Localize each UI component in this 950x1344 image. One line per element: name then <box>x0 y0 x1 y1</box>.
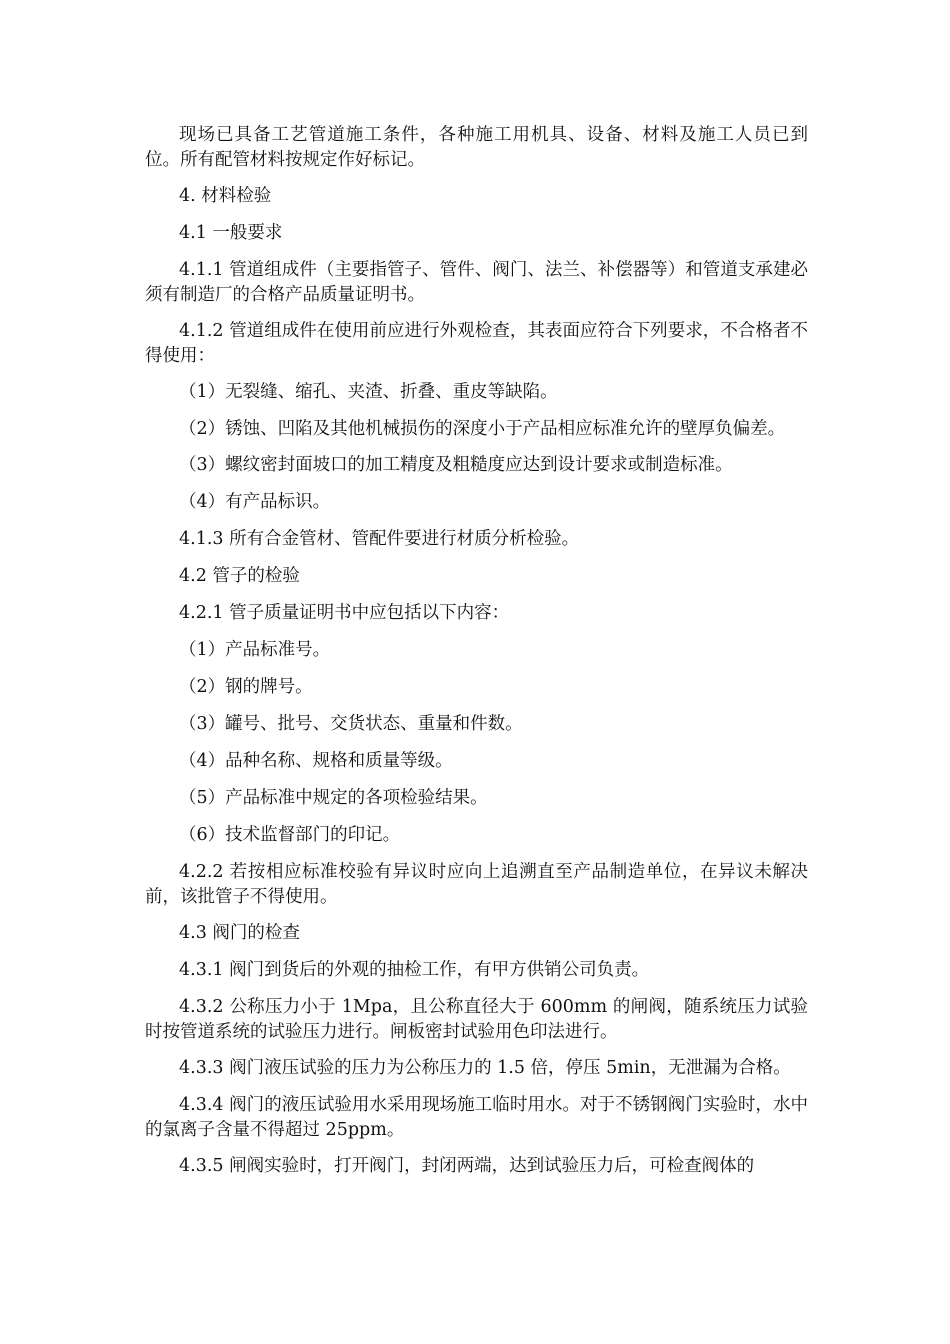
list-item-4-2-1-5: （5）产品标准中规定的各项检验结果。 <box>179 788 488 808</box>
list-item-4-2-1-6: （6）技术监督部门的印记。 <box>179 825 401 845</box>
heading-valve-inspection: 4.3 阀门的检查 <box>179 923 300 943</box>
paragraph-4-3-2: 4.3.2 公称压力小于 1Mpa，且公称直径大于 600mm 的闸阀，随系统压力试验时按管道系统的试验压力进行。闸板密封试验用色印法进行。 <box>145 997 808 1042</box>
list-item-4-2-1-3: （3）罐号、批号、交货状态、重量和件数。 <box>179 714 523 734</box>
list-item-4-1-2-4: （4）有产品标识。 <box>179 492 331 512</box>
list-item-4-1-2-1: （1）无裂缝、缩孔、夹渣、折叠、重皮等缺陷。 <box>179 382 558 402</box>
paragraph-4-2-2: 4.2.2 若按相应标准校验有异议时应向上追溯直至产品制造单位，在异议未解决前，该批管子不得使用。 <box>145 862 808 907</box>
list-item-4-1-2-3: （3）螺纹密封面坡口的加工精度及粗糙度应达到设计要求或制造标准。 <box>179 455 733 475</box>
paragraph-4-3-3: 4.3.3 阀门液压试验的压力为公称压力的 1.5 倍，停压 5min，无泄漏为合格。 <box>179 1058 791 1078</box>
list-item-4-2-1-1: （1）产品标准号。 <box>179 640 331 660</box>
paragraph-4-3-5: 4.3.5 闸阀实验时，打开阀门，封闭两端，达到试验压力后，可检查阀体的 <box>179 1156 755 1176</box>
paragraph-4-1-1: 4.1.1 管道组成件（主要指管子、管件、阀门、法兰、补偿器等）和管道支承建必须有制造厂的合格产品质量证明书。 <box>145 260 808 305</box>
list-item-4-2-1-2: （2）钢的牌号。 <box>179 677 313 697</box>
list-item-4-1-2-2: （2）锈蚀、凹陷及其他机械损伤的深度小于产品相应标准允许的壁厚负偏差。 <box>179 419 786 439</box>
heading-material-inspection: 4. 材料检验 <box>179 186 272 206</box>
document-body <box>145 123 808 1190</box>
heading-general-requirements: 4.1 一般要求 <box>179 223 283 243</box>
list-item-4-2-1-4: （4）品种名称、规格和质量等级。 <box>179 751 453 771</box>
paragraph-4-3-1: 4.3.1 阀门到货后的外观的抽检工作，有甲方供销公司负责。 <box>179 960 650 980</box>
paragraph-4-2-1: 4.2.1 管子质量证明书中应包括以下内容： <box>179 603 510 623</box>
heading-pipe-inspection: 4.2 管子的检验 <box>179 566 300 586</box>
paragraph-4-3-4: 4.3.4 阀门的液压试验用水采用现场施工临时用水。对于不锈钢阀门实验时，水中的氯离子含量不得超过 25ppm。 <box>145 1095 808 1140</box>
paragraph-4-1-2: 4.1.2 管道组成件在使用前应进行外观检查，其表面应符合下列要求，不合格者不得使用： <box>145 321 808 366</box>
paragraph-site-conditions: 现场已具备工艺管道施工条件，各种施工用机具、设备、材料及施工人员已到位。所有配管材料按规定作好标记。 <box>145 125 808 170</box>
paragraph-4-1-3: 4.1.3 所有合金管材、管配件要进行材质分析检验。 <box>179 529 580 549</box>
